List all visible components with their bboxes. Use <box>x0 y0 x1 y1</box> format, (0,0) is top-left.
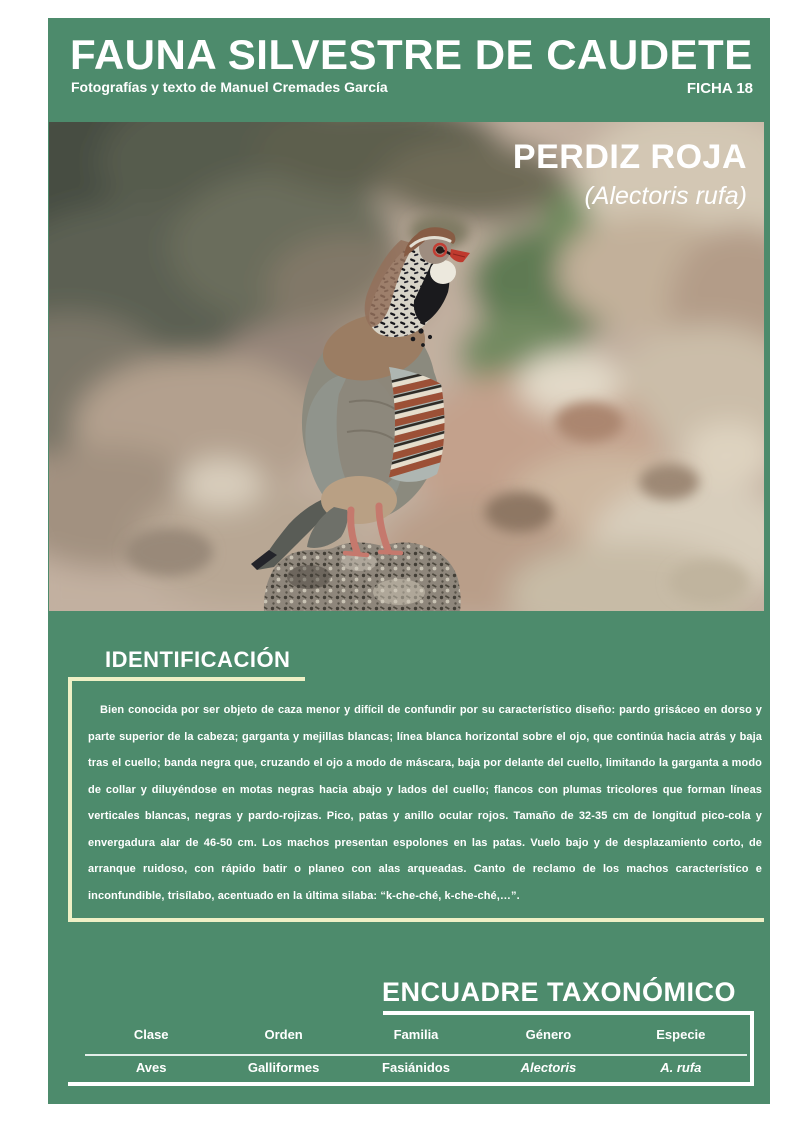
taxonomy-val-genero: Alectoris <box>520 1060 577 1075</box>
author-credit: Fotografías y texto de Manuel Cremades García <box>71 79 388 95</box>
partridge-photo <box>49 122 764 611</box>
taxonomy-header-row <box>85 1027 747 1042</box>
taxonomy-val-especie: A. rufa <box>660 1060 702 1075</box>
taxonomy-values-row <box>85 1060 747 1075</box>
taxonomy-val-familia: Fasiánidos <box>382 1060 450 1075</box>
eye <box>436 246 444 254</box>
taxonomy-val-orden: Galliformes <box>247 1060 320 1075</box>
taxonomy-col-familia: Familia <box>393 1027 439 1042</box>
species-latin-name: (Alectoris rufa) <box>584 182 747 210</box>
taxonomy-underline <box>383 1011 754 1015</box>
taxonomy-col-especie: Especie <box>656 1027 706 1042</box>
green-sheet <box>48 18 770 1104</box>
taxonomy-col-orden: Orden <box>264 1027 303 1042</box>
taxonomy-heading: ENCUADRE TAXONÓMICO <box>382 977 737 1007</box>
page-title: FAUNA SILVESTRE DE CAUDETE <box>70 31 753 78</box>
identification-text: Bien conocida por ser objeto de caza menor y difícil de confundir por su característico diseño: pardo grisáceo en dorso y parte superior de la cabeza; garganta y mejillas blancas; línea blanca horizontal sobre el ojo, que continúa hacia atrás y baja tras el cuello; banda negra que, cruzando el ojo a modo de máscara, baja por delante del cuello, limitando la garganta a modo de collar y diluyéndose en motas negras hacia abajo y lados del cuello; flancos con plumas tricolores que forman líneas verticales blancas, negras y pardo-rojizas. Pico, patas y anillo ocular rojos. Tamaño de 32-35 cm de longitud pico-cola y envergadura alar de 46-50 cm. Los machos presentan espolones en las patas. Vuelo bajo y de desplazamiento corto, de arranque ruidoso, con rápido batir o planeo con alas arqueadas. Canto de reclamo de los machos característico e inconfundible, trisílabo, acentuado en la última silaba: “k-che-ché, k-che-ché,…”. <box>88 704 762 902</box>
taxonomy-col-clase: Clase <box>133 1027 169 1042</box>
taxonomy-bottom-border <box>68 1082 754 1086</box>
taxonomy-right-border <box>750 1011 754 1082</box>
taxonomy-val-clase: Aves <box>135 1060 167 1075</box>
identification-heading: IDENTIFICACIÓN <box>105 647 291 672</box>
photo-caption <box>513 140 747 209</box>
species-common-name: PERDIZ ROJA <box>512 138 747 176</box>
identification-box <box>68 681 764 922</box>
taxonomy-row-divider <box>85 1054 747 1056</box>
taxonomy-col-genero: Género <box>525 1027 572 1042</box>
ficha-number: FICHA 18 <box>686 80 753 97</box>
